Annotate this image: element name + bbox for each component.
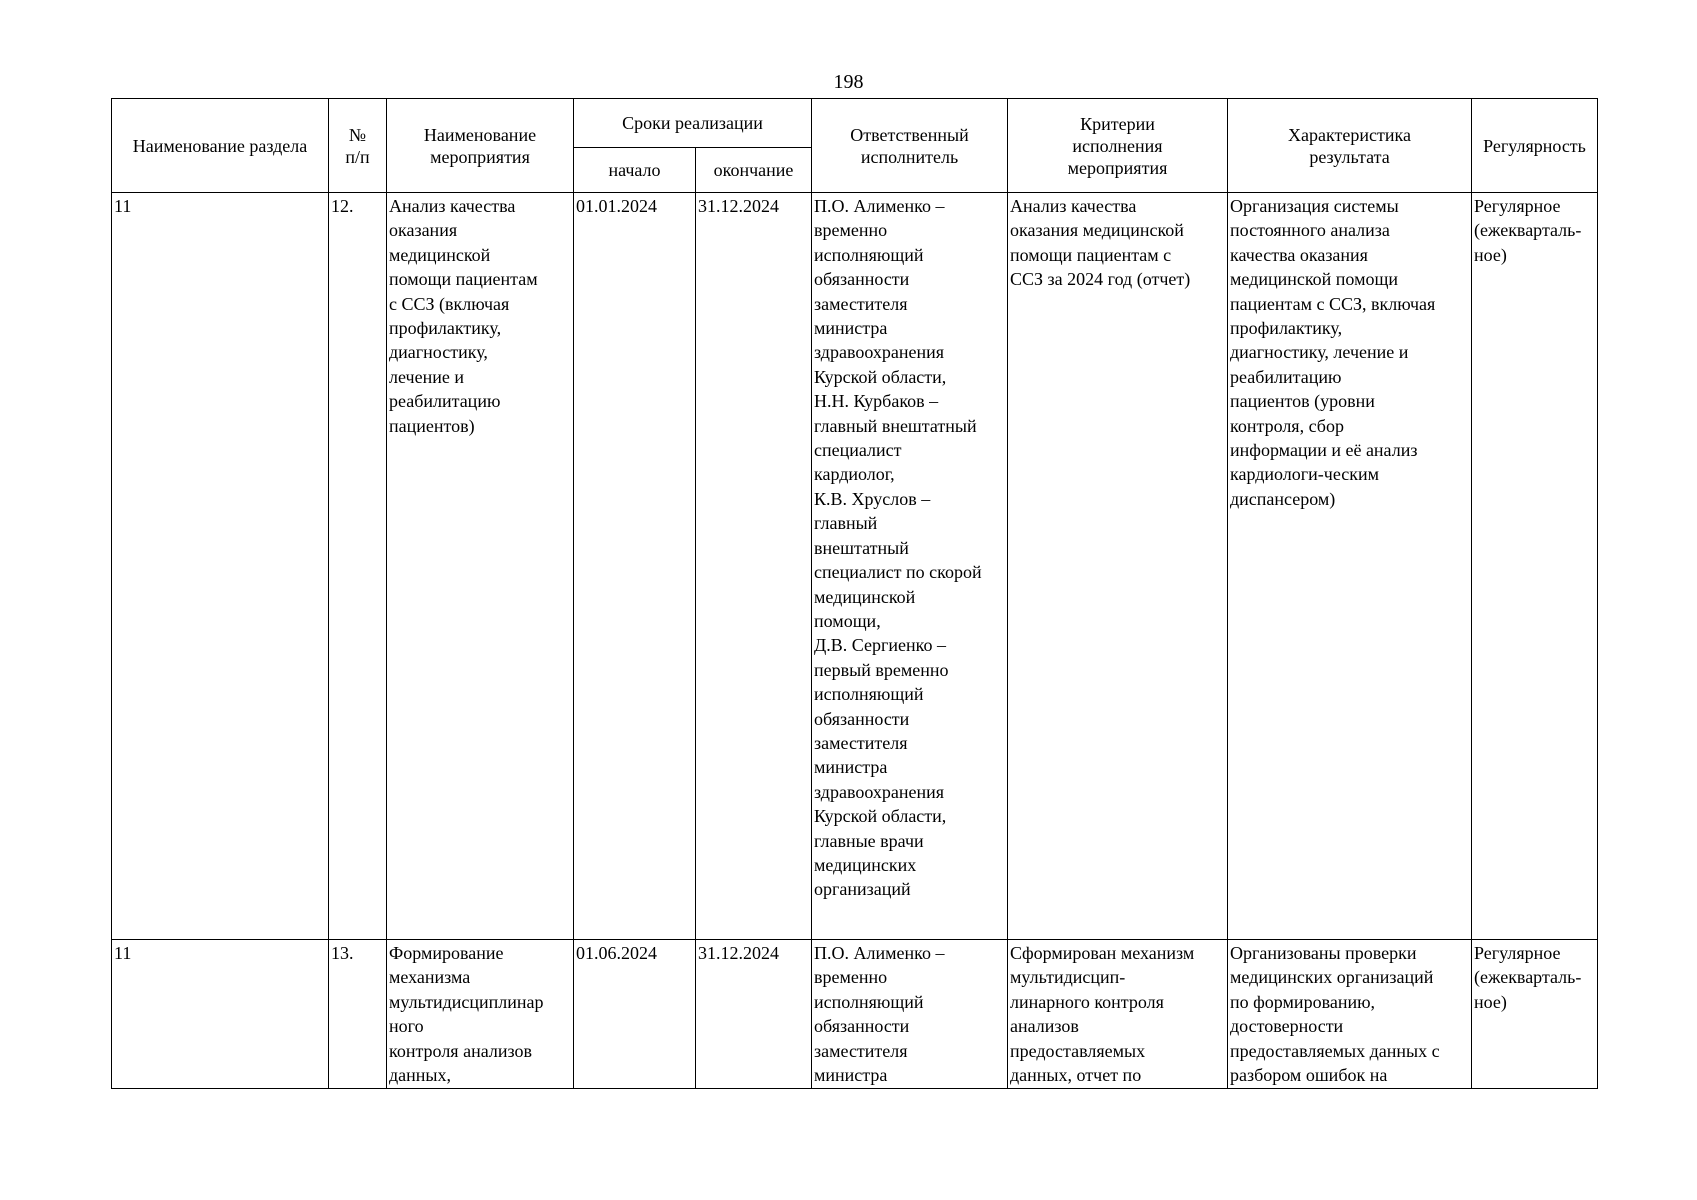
cell-start-date: 01.06.2024: [574, 940, 696, 1089]
header-section-name: Наименование раздела: [112, 99, 329, 193]
cell-regularity: Регулярное (ежекварталь- ное): [1472, 193, 1598, 940]
header-row: [112, 99, 1598, 148]
cell-end-date: 31.12.2024: [696, 193, 812, 940]
cell-criteria: Анализ качества оказания медицинской помощи пациентам с ССЗ за 2024 год (отчет): [1008, 193, 1228, 940]
cell-event: Анализ качества оказания медицинской помощи пациентам с ССЗ (включая профилактику, диагностику, лечение и реабилитацию пациентов): [387, 193, 574, 940]
cell-number: 13.: [329, 940, 387, 1089]
header-end: окончание: [696, 148, 812, 193]
cell-criteria: Сформирован механизм мультидисцип- линарного контроля анализов предоставляемых данных, отчет по: [1008, 940, 1228, 1089]
cell-responsible: П.О. Алименко – временно исполняющий обязанности заместителя министра: [812, 940, 1008, 1089]
cell-section: 11: [112, 940, 329, 1089]
header-result: Характеристика результата: [1228, 99, 1472, 193]
cell-start-date: 01.01.2024: [574, 193, 696, 940]
header-regularity: Регулярность: [1472, 99, 1598, 193]
header-criteria: Критерии исполнения мероприятия: [1008, 99, 1228, 193]
table-row: [112, 940, 1598, 1089]
cell-section: 11: [112, 193, 329, 940]
header-number: № п/п: [329, 99, 387, 193]
header-responsible: Ответственный исполнитель: [812, 99, 1008, 193]
cell-responsible: П.О. Алименко – временно исполняющий обязанности заместителя министра здравоохранения Курской области, Н.Н. Курбаков – главный внештатный специалист кардиолог, К.В. Хруслов – главный внештатный специалист по скорой медицинской помощи, Д.В. Сергиенко – первый временно исполняющий обязанности заместителя министра здравоохранения Курской области, главные врачи медицинских организаций: [812, 193, 1008, 940]
header-implementation-terms: Сроки реализации: [574, 99, 812, 148]
cell-result: Организованы проверки медицинских организаций по формированию, достоверности предоставляемых данных с разбором ошибок на: [1228, 940, 1472, 1089]
cell-end-date: 31.12.2024: [696, 940, 812, 1089]
cell-number: 12.: [329, 193, 387, 940]
cell-event: Формирование механизма мультидисциплинар ного контроля анализов данных,: [387, 940, 574, 1089]
table-row: [112, 193, 1598, 940]
header-start: начало: [574, 148, 696, 193]
page-number: 198: [833, 71, 864, 93]
cell-result: Организация системы постоянного анализа качества оказания медицинской помощи пациентам с ССЗ, включая профилактику, диагностику, лечение и реабилитацию пациентов (уровни контроля, сбор информации и её анализ кардиологи-ческим диспансером): [1228, 193, 1472, 940]
action-plan-table: [111, 98, 1598, 1089]
header-event-name: Наименование мероприятия: [387, 99, 574, 193]
cell-regularity: Регулярное (ежекварталь- ное): [1472, 940, 1598, 1089]
